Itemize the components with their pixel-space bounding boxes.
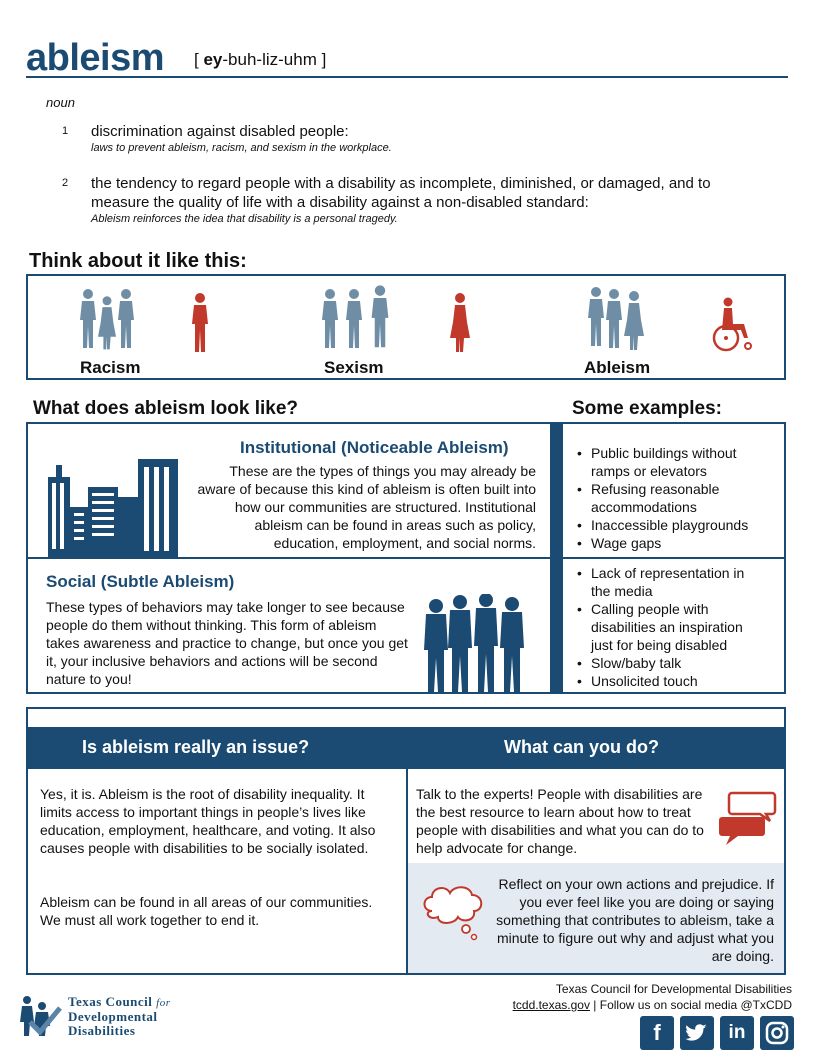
divider — [550, 424, 563, 692]
list-item: • Refusing reasonable accommodations — [575, 480, 775, 516]
think-heading: Think about it like this: — [29, 250, 247, 272]
ableism-group-icon — [588, 287, 644, 350]
header — [26, 38, 788, 78]
speech-bubbles-icon — [716, 789, 778, 849]
social-examples-list — [575, 564, 765, 690]
issue-paragraph-2: Ableism can be found in all areas of our communities. We must all work together to end it. — [40, 894, 373, 928]
facebook-icon[interactable]: f — [640, 1016, 674, 1050]
list-item: • Unsolicited touch — [575, 672, 765, 690]
social-title: Social (Subtle Ableism) — [46, 572, 235, 591]
action-paragraph-1: Talk to the experts! People with disabilities are the best resource to learn about how to treat people with disabilities and what you can do to help advocate for change. — [416, 786, 704, 856]
ableism-label: Ableism — [584, 358, 651, 377]
wheelchair-icon — [714, 298, 751, 351]
part-of-speech: noun — [46, 95, 75, 110]
issue-paragraph-1: Yes, it is. Ableism is the root of disability inequality. It limits access to important things in people’s lives like education, employment, healthcare, and voting. It also causes people with disabilities to be socially isolated. — [40, 786, 376, 856]
footer-org: Texas Council for Developmental Disabilities — [555, 982, 792, 996]
look-box — [26, 422, 786, 694]
issue-header-bar — [28, 727, 784, 769]
linkedin-icon[interactable]: in — [720, 1016, 754, 1050]
twitter-icon[interactable] — [680, 1016, 714, 1050]
racism-individual-icon — [192, 293, 208, 352]
examples-heading: Some examples: — [572, 398, 722, 419]
action-paragraph-2: Reflect on your own actions and prejudice. If you ever feel like you are doing or saying something that contributes to ableism, take a minute to figure out why and adjust what you are doing. — [496, 876, 774, 964]
action-heading: What can you do? — [504, 737, 659, 757]
pronunciation: [ ey-buh-liz-uhm ] — [194, 50, 327, 69]
look-heading: What does ableism look like? — [33, 398, 299, 419]
twitter-bird-icon — [680, 1016, 714, 1050]
divider — [563, 557, 784, 559]
tcdd-logo-icon — [18, 992, 64, 1038]
website-link[interactable]: tcdd.texas.gov — [512, 998, 590, 1012]
instagram-icon[interactable] — [760, 1016, 794, 1050]
sexism-label: Sexism — [324, 358, 384, 377]
list-item: • Wage gaps — [575, 534, 775, 552]
sexism-individual-icon — [450, 293, 470, 352]
list-item: • Calling people with disabilities an inspiration just for being disabled — [575, 600, 765, 654]
list-item: • Public buildings without ramps or elevators — [575, 444, 775, 480]
institutional-body: These are the types of things you may already be aware of because this kind of ableism is often built into how our communities are structured. Institutional ableism can be found in areas such as policy, education, employment, and social norms. — [197, 463, 536, 551]
think-box — [26, 274, 786, 380]
people-walking-icon — [414, 594, 534, 694]
list-item: • Slow/baby talk — [575, 654, 765, 672]
tcdd-logo-text: Texas Council for Developmental Disabilities — [68, 994, 171, 1038]
page-title: ableism — [26, 37, 165, 79]
racism-label: Racism — [80, 358, 141, 377]
institutional-title: Institutional (Noticeable Ableism) — [240, 438, 509, 457]
issue-heading: Is ableism really an issue? — [82, 737, 310, 757]
social-body: These types of behaviors may take longer to see because people do them without thinking. This form of ableism takes awareness and practice to change, but once you get it, your inclusive behaviors and actions will be second nature to you! — [46, 599, 408, 687]
issue-box — [26, 707, 786, 975]
instagram-camera-icon — [760, 1016, 794, 1050]
footer-links: tcdd.texas.gov | Follow us on social media @TxCDD — [512, 998, 792, 1012]
buildings-icon — [44, 457, 184, 557]
divider — [28, 557, 550, 559]
institutional-examples-list — [575, 444, 775, 552]
definition-1: 1 discrimination against disabled people: laws to prevent ableism, racism, and sexism in the workplace. — [62, 123, 392, 154]
group-figures — [28, 276, 784, 378]
racism-group-icon — [80, 289, 134, 349]
list-item: • Inaccessible playgrounds — [575, 516, 775, 534]
list-item: • Lack of representation in the media — [575, 564, 765, 600]
definition-2: 2 the tendency to regard people with a disability as incomplete, diminished, or damaged, and to measure the quality of life with a disability against a non-disabled standard: Ableism reinforces the idea that disability is a personal tragedy. — [62, 175, 711, 225]
sexism-group-icon — [322, 285, 388, 348]
